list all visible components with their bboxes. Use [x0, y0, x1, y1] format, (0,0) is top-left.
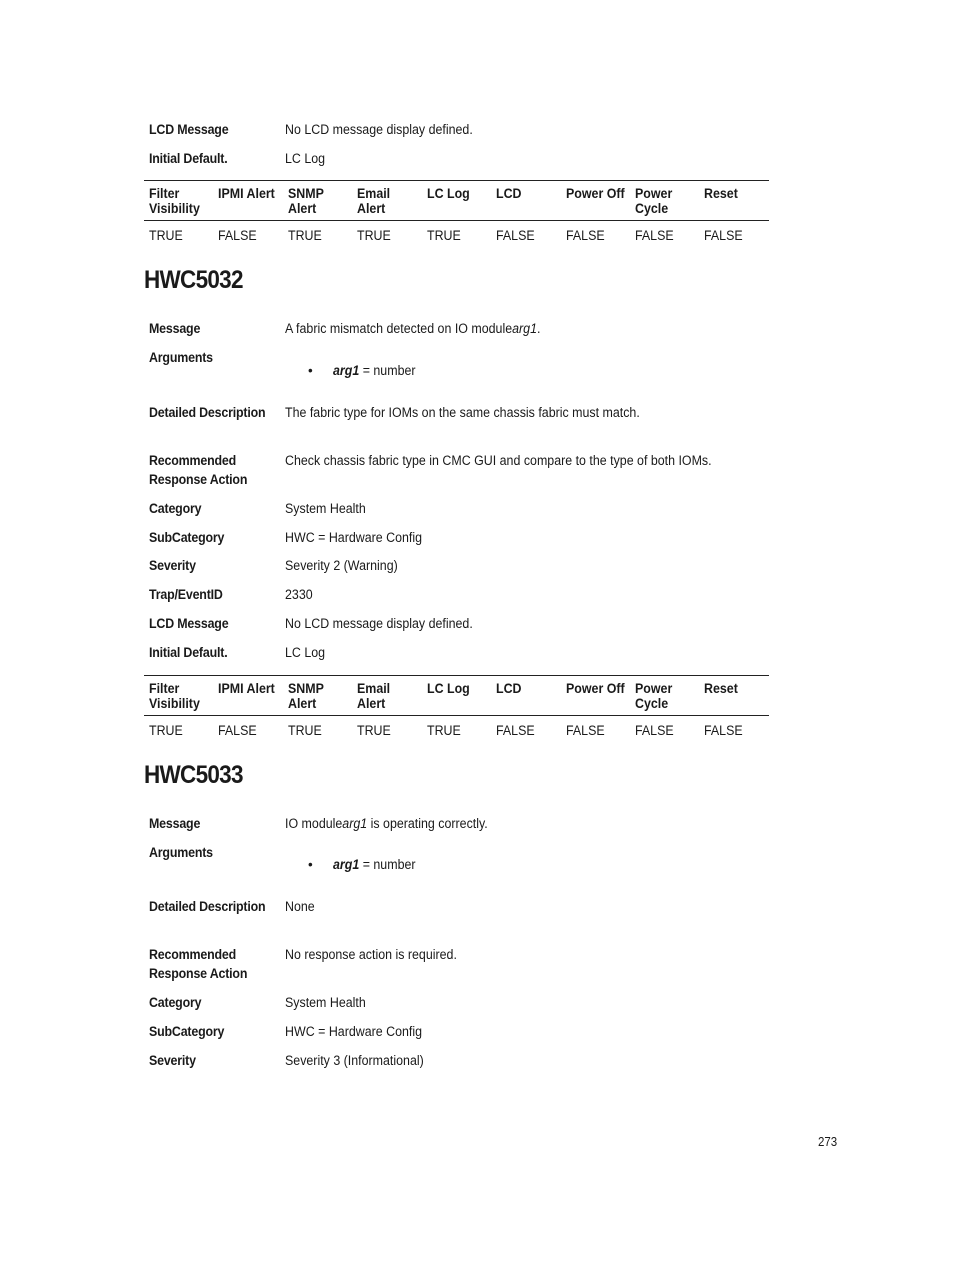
table-header-cell: Reset — [704, 681, 738, 696]
subcategory-label: SubCategory — [149, 1024, 225, 1039]
argument-item: arg1 = number — [333, 857, 416, 872]
table-cell: FALSE — [704, 723, 743, 738]
table-header-cell: SNMP Alert — [288, 186, 324, 216]
table-cell: FALSE — [635, 723, 674, 738]
table-top-rule — [144, 180, 769, 181]
table-header-cell: Power Cycle — [635, 186, 673, 216]
section-heading-hwc5033: HWC5033 — [144, 761, 243, 789]
severity-value: Severity 3 (Informational) — [285, 1053, 424, 1068]
trap-event-id-label: Trap/EventID — [149, 587, 223, 602]
severity-label: Severity — [149, 1053, 196, 1068]
detailed-description-label: Detailed Description — [149, 899, 266, 914]
table-header-cell: Filter Visibility — [149, 186, 200, 216]
lcd-message-value: No LCD message display defined. — [285, 122, 473, 137]
table-cell: FALSE — [566, 723, 605, 738]
subcategory-label: SubCategory — [149, 530, 225, 545]
table-header-cell: Power Off — [566, 186, 625, 201]
message-value: IO modulearg1 is operating correctly. — [285, 816, 488, 831]
table-header-cell: IPMI Alert — [218, 186, 275, 201]
table-cell: FALSE — [218, 228, 257, 243]
table-header-cell: LCD — [496, 681, 522, 696]
table-cell: FALSE — [496, 228, 535, 243]
arguments-label: Arguments — [149, 350, 213, 365]
table-header-cell: LC Log — [427, 186, 470, 201]
table-cell: TRUE — [357, 723, 391, 738]
table-header-cell: Email Alert — [357, 186, 391, 216]
initial-default-label: Initial Default. — [149, 645, 228, 660]
argument-item: arg1 = number — [333, 363, 416, 378]
table-header-cell: Filter Visibility — [149, 681, 200, 711]
table-cell: FALSE — [704, 228, 743, 243]
category-label: Category — [149, 501, 202, 516]
table-cell: TRUE — [149, 723, 183, 738]
table-header-cell: IPMI Alert — [218, 681, 275, 696]
table-cell: FALSE — [566, 228, 605, 243]
lcd-message-label: LCD Message — [149, 122, 229, 137]
message-label: Message — [149, 321, 201, 336]
detailed-description-label: Detailed Description — [149, 405, 266, 420]
table-header-rule — [144, 715, 769, 716]
table-cell: TRUE — [427, 723, 461, 738]
table-cell: TRUE — [427, 228, 461, 243]
category-value: System Health — [285, 501, 366, 516]
message-value: A fabric mismatch detected on IO modulearg1. — [285, 321, 541, 336]
page-number: 273 — [818, 1135, 838, 1149]
severity-label: Severity — [149, 558, 196, 573]
table-header-rule — [144, 220, 769, 221]
subcategory-value: HWC = Hardware Config — [285, 530, 423, 545]
lcd-message-value: No LCD message display defined. — [285, 616, 473, 631]
recommended-response-action-value: Check chassis fabric type in CMC GUI and compare to the type of both IOMs. — [285, 453, 712, 468]
recommended-response-action-label: Recommended Response Action — [149, 947, 248, 981]
detailed-description-value: The fabric type for IOMs on the same chassis fabric must match. — [285, 405, 640, 420]
initial-default-value: LC Log — [285, 151, 326, 166]
table-header-cell: LC Log — [427, 681, 470, 696]
table-cell: FALSE — [496, 723, 535, 738]
section-heading-hwc5032: HWC5032 — [144, 266, 243, 294]
table-cell: TRUE — [357, 228, 391, 243]
table-cell: TRUE — [149, 228, 183, 243]
table-cell: FALSE — [218, 723, 257, 738]
lcd-message-label: LCD Message — [149, 616, 229, 631]
arguments-label: Arguments — [149, 845, 213, 860]
table-header-cell: Power Off — [566, 681, 625, 696]
message-label: Message — [149, 816, 201, 831]
table-header-cell: Power Cycle — [635, 681, 673, 711]
bullet-marker: • — [308, 363, 313, 378]
recommended-response-action-label: Recommended Response Action — [149, 453, 248, 487]
table-header-cell: SNMP Alert — [288, 681, 324, 711]
category-value: System Health — [285, 995, 366, 1010]
recommended-response-action-value: No response action is required. — [285, 947, 457, 962]
trap-event-id-value: 2330 — [285, 587, 313, 602]
table-header-cell: Reset — [704, 186, 738, 201]
table-cell: FALSE — [635, 228, 674, 243]
detailed-description-value: None — [285, 899, 315, 914]
category-label: Category — [149, 995, 202, 1010]
table-cell: TRUE — [288, 723, 322, 738]
table-header-cell: LCD — [496, 186, 522, 201]
table-top-rule — [144, 675, 769, 676]
initial-default-value: LC Log — [285, 645, 326, 660]
initial-default-label: Initial Default. — [149, 151, 228, 166]
table-header-cell: Email Alert — [357, 681, 391, 711]
table-cell: TRUE — [288, 228, 322, 243]
bullet-marker: • — [308, 857, 313, 872]
severity-value: Severity 2 (Warning) — [285, 558, 398, 573]
subcategory-value: HWC = Hardware Config — [285, 1024, 423, 1039]
